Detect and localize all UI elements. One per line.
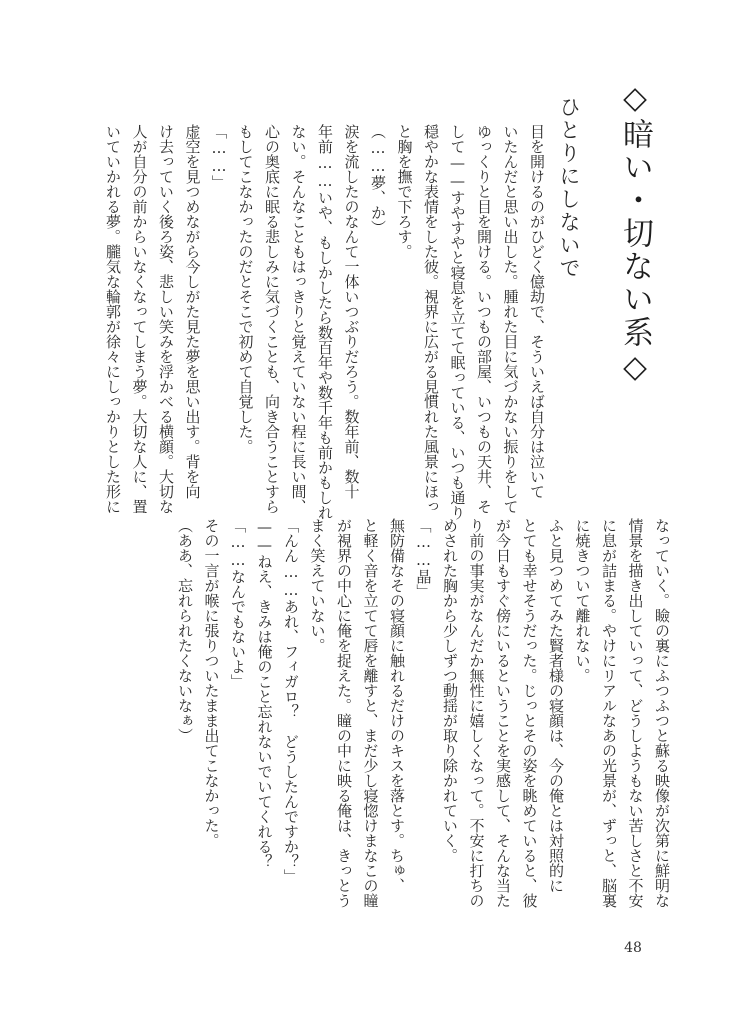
lower-body-text (176, 518, 675, 918)
text-line: 涙を流したのなんて一体いつぶりだろう。数年前、数十 (342, 124, 361, 499)
text-line: いたんだと思い出した。腫れた目に気づかない振りをして (501, 124, 520, 514)
text-line: 「……晶」 (414, 518, 433, 599)
text-line: 穏やかな表情をした彼。視界に広がる見慣れた風景にほっ (422, 124, 440, 514)
text-line: （ああ、忘れられたくないなぁ） (176, 518, 194, 743)
text-line: して——すやすやと寝息を立てて眠っている、いつも通り (448, 124, 467, 520)
text-line: と胸を撫で下ろす。 (395, 124, 414, 259)
text-line: 無防備なその寝顔に触れるだけのキスを落とす。ちゅ、 (388, 518, 406, 893)
upper-body-text (104, 124, 550, 520)
section-title: ◇暗い・切ない系◇ (617, 80, 653, 387)
text-line: なっていく。瞼の裏にふつふつと蘇る映像が次第に鮮明な (653, 518, 671, 908)
text-line: ふと見つめてみた賢者様の寝顔は、今の俺とは対照的に (547, 518, 565, 893)
text-line: まく笑えていない。 (308, 518, 327, 653)
text-line: 「んん……あれ、フィガロ？ どうしたんですか？」 (282, 518, 300, 884)
text-line: 情景を描き出していって、どうしようもない苦しさと不安 (626, 518, 645, 908)
text-line: いていかれる夢。朧気な輪郭が徐々にしっかりとした形に (104, 124, 122, 514)
text-line: ない。そんなこともはっきりと覚えていない程に長い間、 (289, 124, 308, 514)
text-line: 「……」 (210, 124, 228, 190)
text-line: もしてこなかったのだとそこで初めて自覚した。 (236, 124, 255, 454)
text-line: と軽く音を立てて唇を離すと、まだ少し寝惚けまなこの瞳 (361, 518, 380, 908)
text-line: が視界の中心に俺を捉えた。瞳の中に映る俺は、きっとう (335, 518, 353, 908)
text-line: その一言が喉に張りついたまま出てこなかった。 (202, 518, 221, 848)
text-line: が今日もすぐ傍にいるということを実感して、そんな当た (494, 518, 512, 908)
text-line: ——ねえ、きみは俺のこと忘れないでいてくれる？ (255, 518, 274, 869)
text-line: ゆっくりと目を開ける。いつもの部屋、いつもの天井、そ (475, 124, 493, 514)
text-line: に焼きついて離れない。 (573, 518, 592, 683)
text-line: めされた胸から少しずつ動揺が取り除かれていく。 (441, 518, 459, 863)
text-line: 目を開けるのがひどく億劫で、そういえば自分は泣いて (528, 124, 546, 499)
text-line: 虚空を見つめながら今しがた見た夢を思い出す。背を向 (183, 124, 202, 499)
text-line: け去っていく後ろ姿、悲しい笑みを浮かべる横顔。大切な (157, 124, 175, 514)
text-line: り前の事実がなんだか無性に嬉しくなって。不安に打ちの (467, 518, 486, 908)
page-number: 48 (624, 940, 642, 956)
text-line: 人が自分の前からいなくなってしまう夢。大切な人に、置 (130, 124, 149, 514)
text-line: 心の奥底に眠る悲しみに気づくことも、向き合うことすら (263, 124, 281, 514)
text-line: （……夢、か） (369, 124, 387, 235)
text-line: に息が詰まる。やけにリアルなあの光景が、ずっと、脳裏 (600, 518, 618, 908)
story-title: ひとりにしないで (557, 96, 581, 280)
text-line: 「……なんでもないよ」 (229, 518, 247, 689)
text-line: 年前……いや、もしかしたら数百年や数千年も前かもしれ (316, 124, 334, 520)
text-line: とても幸せそうだった。じっとその姿を眺めていると、彼 (520, 518, 539, 908)
